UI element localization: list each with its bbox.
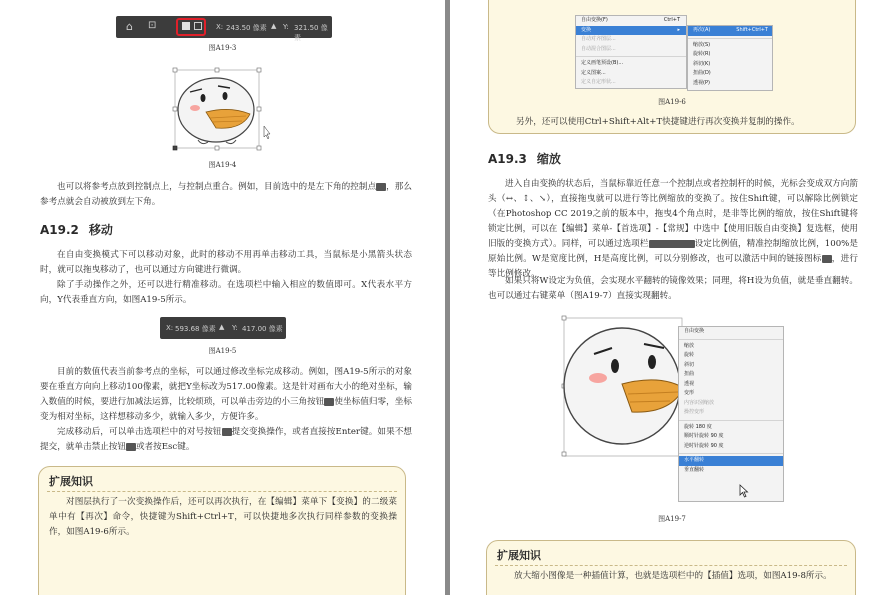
right-page	[450, 0, 894, 595]
menu-item-distort[interactable]: 扭曲(D)	[693, 70, 711, 76]
menu-item-rotate[interactable]: 旋转	[684, 352, 695, 358]
menu-item-auto-blend[interactable]: 自动混合图层...	[581, 45, 616, 52]
tip-box-title: 扩展知识	[497, 549, 541, 562]
menu-item-skew[interactable]: 斜切(K)	[693, 60, 711, 67]
tip-box-continued	[488, 0, 856, 134]
paragraph-scale-2: 如果只将W设定为负值，会实现水平翻转的镜像效果；同理，将H设为负值，就是垂直翻转。也可以通过右键菜单（图A19-7）直接实现翻转。	[488, 276, 858, 301]
tip-box-right	[486, 540, 856, 595]
delta-icon: ▲	[219, 323, 225, 331]
menu-separator	[679, 420, 783, 421]
reference-grid-icon	[194, 22, 202, 30]
scale-options-bar-icon	[649, 240, 695, 248]
x-value: 593.68 像素	[175, 325, 216, 333]
menu-item-rotate[interactable]: 旋转(R)	[693, 51, 711, 57]
tip-box-text: 另外，还可以使用Ctrl+Shift+Alt+T快捷键进行再次变换并复制的操作。	[516, 117, 800, 127]
left-page	[0, 0, 445, 595]
menu-separator	[688, 38, 772, 39]
menu-item-content-aware-scale[interactable]: 内容识别缩放	[684, 399, 715, 406]
link-icon	[822, 255, 832, 263]
paragraph-2: 在自由变换模式下可以移动对象，此时的移动不用再单击移动工具，当鼠标是小黑箭头状态时，就可以拖曳移动了，也可以通过方向键进行微调。	[40, 250, 412, 275]
tip-box-left	[38, 466, 406, 595]
character-illustration-fig4	[168, 66, 272, 154]
transform-icon: ⊡	[148, 20, 157, 31]
cancel-icon	[126, 443, 136, 451]
y-value: 417.00 像素	[242, 325, 283, 333]
menu-item-rotate-180[interactable]: 旋转 180 度	[684, 423, 712, 430]
context-menu-fig7	[678, 326, 784, 502]
section-heading-move: A19.2 移动	[40, 223, 113, 237]
menu-item-scale[interactable]: 缩放(S)	[693, 41, 711, 48]
menu-item-perspective[interactable]: 透视(P)	[693, 79, 710, 86]
y-label: Y:	[232, 324, 238, 332]
menu-item-puppet-warp[interactable]: 操控变形	[684, 409, 705, 415]
checkbox-icon	[182, 22, 190, 30]
menu-item-define-pattern[interactable]: 定义图案...	[581, 69, 606, 76]
menu-item-distort[interactable]: 扭曲	[684, 371, 695, 377]
paragraph-1: 也可以将参考点放到控制点上，与控制点重合。例如，目前选中的是左下角的控制点 ，那么参考点就会自动被放到左下角。	[40, 182, 412, 207]
x-value: 243.50 像素	[226, 24, 267, 32]
menu-item-define-brush[interactable]: 定义画笔预设(B)...	[581, 60, 624, 66]
menu-separator	[679, 453, 783, 454]
resize-cursor-icons: ↔、↕、↘	[505, 194, 547, 204]
y-label: Y:	[283, 23, 289, 31]
menu-item-flip-vertical[interactable]: 垂直翻转	[684, 466, 705, 473]
menu-item-flip-horizontal[interactable]: 水平翻转	[679, 456, 783, 466]
menu-item-warp[interactable]: 变形	[684, 390, 695, 396]
menu-item-define-shape[interactable]: 定义自定形状...	[581, 79, 616, 85]
transform-submenu-fig6	[687, 25, 773, 91]
caption-fig6: 图A19-6	[658, 98, 686, 106]
tip-box-text: 放大缩小图像是一种插值计算，也就是选项栏中的【插值】选项，如图A19-8所示。	[514, 571, 832, 581]
x-label: X:	[166, 324, 174, 332]
menu-separator	[679, 339, 783, 340]
tip-box-text: 对图层执行了一次变换操作后，还可以再次执行，在【编辑】菜单下【变换】的二级菜单中有【再次】命令，快捷键为Shift+Ctrl+T，可以快捷地多次执行同样参数的变换操作，如图A19-6所示。	[49, 497, 397, 537]
menu-item-free-transform[interactable]: 自由变换	[684, 328, 705, 334]
character-illustration-fig7	[560, 314, 690, 458]
menu-separator	[576, 56, 686, 57]
edit-menu-fig6	[575, 15, 687, 89]
options-bar-fig3	[116, 16, 332, 42]
x-label: X:	[216, 23, 224, 31]
tip-box-divider	[495, 565, 847, 566]
mouse-pointer-icon	[739, 484, 749, 498]
caption-fig4: 图A19-4	[208, 161, 237, 169]
menu-item-perspective[interactable]: 透视	[684, 380, 695, 387]
caption-fig3: 图A19-3	[208, 44, 237, 52]
menu-item-free-transform[interactable]: 自由变换(F) Ctrl+T	[581, 17, 680, 23]
reference-point-icon	[376, 183, 386, 191]
menu-item-transform[interactable]: 变换 ▸	[576, 26, 686, 36]
paragraph-3: 除了手动操作之外，还可以进行精准移动。在选项栏中输入相应的数值即可。X代表水平方向，Y代表垂直方向，如图A19-5所示。	[40, 280, 412, 305]
home-icon: ⌂	[126, 20, 133, 33]
menu-item-auto-align[interactable]: 自动对齐图层...	[581, 36, 616, 42]
menu-item-again[interactable]: 再次(A) Shift+Ctrl+T	[688, 26, 772, 36]
relative-position-icon	[324, 398, 334, 406]
tip-box-title: 扩展知识	[49, 475, 93, 488]
options-bar-fig5	[160, 317, 286, 339]
menu-item-rotate-cw-90[interactable]: 顺时针旋转 90 度	[684, 433, 724, 439]
caption-fig7: 图A19-7	[658, 515, 686, 523]
caption-fig5: 图A19-5	[208, 347, 237, 355]
menu-item-skew[interactable]: 斜切	[684, 361, 695, 368]
menu-item-rotate-ccw-90[interactable]: 逆时针旋转 90 度	[684, 442, 724, 449]
delta-icon: ▲	[271, 22, 277, 30]
paragraph-5: 完成移动后，可以单击选项栏中的对号按钮 提交变换操作，或者直接按Enter键。如果不想提交，就单击禁止按钮 或者按Esc键。	[40, 427, 412, 452]
section-heading-scale: A19.3 缩放	[488, 152, 561, 166]
paragraph-4: 目前的数值代表当前参考点的坐标，可以通过修改坐标完成移动。例如，图A19-5所示的对象要在垂直方向向上移动100像素，就把Y坐标改为517.00像素。这是针对画布大小的绝对坐标，输入数值的时候，要进行加减法运算，比较烦琐，可以单击旁边的小三角按钮 使坐标值归零，坐标变为相对坐标，这样想移动多少，就输入多少，方便许多。	[40, 367, 412, 422]
tip-box-divider	[47, 491, 397, 492]
y-value: 321.50 像素	[294, 24, 328, 42]
paragraph-scale-1: 进入自由变换的状态后，当鼠标靠近任意一个控制点或者控制杆的时候，光标会变成双方向箭头（↔、↕、↘），直接拖曳就可以进行等比例缩放的变换了。按住Shift键，可以解除比例锁定（在Photoshop CC 2019之前的版本中，拖曳4个角点时，是非等比例的缩放，按住Shift键将锁定比例，可以在【编辑】菜单-【首选项】-【常规】中选中【使用旧版自由变换】复选框，使用旧版的变换方式）。同样，可以通过选项栏 设定比例值，精准控制缩放比例，100%是原始比例。W是宽度比例，H是高度比例，可以分别修改，也可以激活中间的链接图标 ，进行等比例修改。	[488, 179, 859, 279]
commit-checkmark-icon	[222, 428, 232, 436]
menu-item-scale[interactable]: 缩放	[684, 342, 695, 349]
submenu-arrow-icon: ▸	[677, 26, 680, 33]
